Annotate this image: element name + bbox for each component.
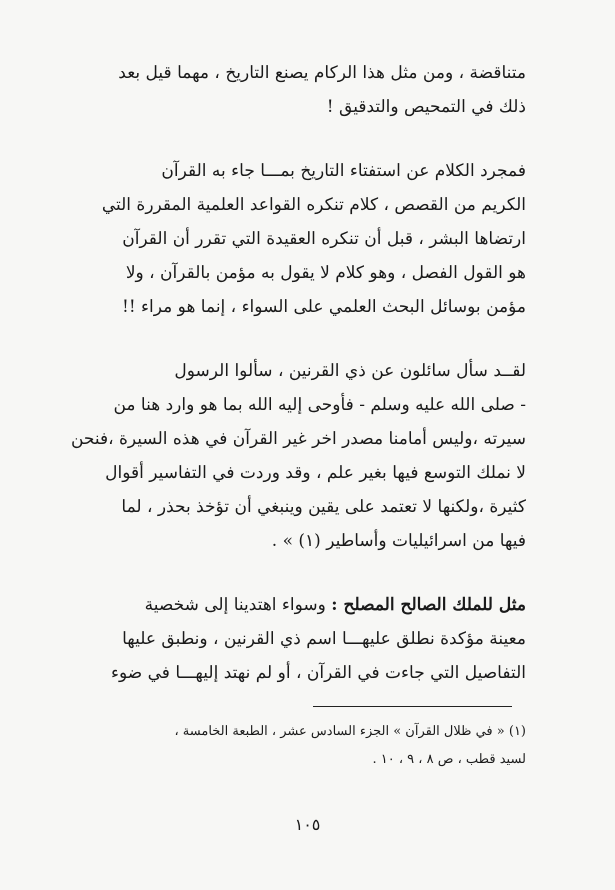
- footnote-line: لسيد قطب ، ص ٨ ، ٩ ، ١٠ .: [372, 752, 526, 767]
- text-line: مؤمن بوسائل البحث العلمي على السواء ، إنما هو مراء !!: [121, 297, 526, 317]
- footnote-divider: [313, 706, 512, 707]
- section-heading: مثل للملك الصالح المصلح :: [331, 595, 526, 615]
- text-line: لقــد سأل سائلون عن ذي القرنين ، سألوا الرسول: [174, 361, 526, 381]
- text-line: [86, 588, 526, 622]
- text-line: ذلك في التمحيص والتدقيق !: [326, 97, 526, 117]
- paragraph-1: [86, 56, 526, 124]
- text-line: كثيرة ،ولكنها لا تعتمد على يقين وينبغي أن تؤخذ بحذر ، لما: [121, 497, 526, 517]
- paragraph-4: [86, 588, 526, 690]
- paragraph-3: [70, 354, 526, 558]
- text-line: هو القول الفصل ، وهو كلام لا يقول به مؤمن بالقرآن ، ولا: [125, 263, 526, 283]
- text-line: متناقضة ، ومن مثل هذا الركام يصنع التاريخ ، مهما قيل بعد: [118, 63, 526, 83]
- page-number: ١٠٥: [294, 815, 321, 834]
- text-run: وسواء اهتدينا إلى شخصية: [144, 595, 326, 615]
- text-line: فمجرد الكلام عن استفتاء التاريخ بمـــا جاء به القرآن: [161, 161, 526, 181]
- text-line: التفاصيل التي جاءت في القرآن ، أو لم نهتد إليهـــا في ضوء: [111, 663, 526, 683]
- text-line: سيرته ،وليس أمامنا مصدر اخر غير القرآن في هذه السيرة ،فنحن: [70, 429, 526, 449]
- text-line: ارتضاها البشر ، قبل أن تنكره العقيدة التي تقرر أن القرآن: [122, 229, 526, 249]
- text-line: لا نملك التوسع فيها بغير علم ، وقد وردت في التفاسير أقوال: [105, 463, 526, 483]
- footnote-line: (١) « في ظلال القرآن » الجزء السادس عشر ، الطبعة الخامسة ،: [174, 724, 526, 739]
- text-line: الكريم من القصص ، كلام تنكره القواعد العلمية المقررة التي: [101, 195, 526, 215]
- text-line: فيها من اسرائيليات وأساطير (١) » .: [271, 531, 526, 551]
- paragraph-2: [86, 154, 526, 324]
- text-line: - صلى الله عليه وسلم - فأوحى إليه الله بما هو وارد هنا من: [113, 395, 526, 415]
- main-text: [70, 56, 526, 690]
- footnote: [76, 718, 526, 774]
- text-line: معينة مؤكدة نطلق عليهـــا اسم ذي القرنين ، ونطبق عليها: [122, 629, 526, 649]
